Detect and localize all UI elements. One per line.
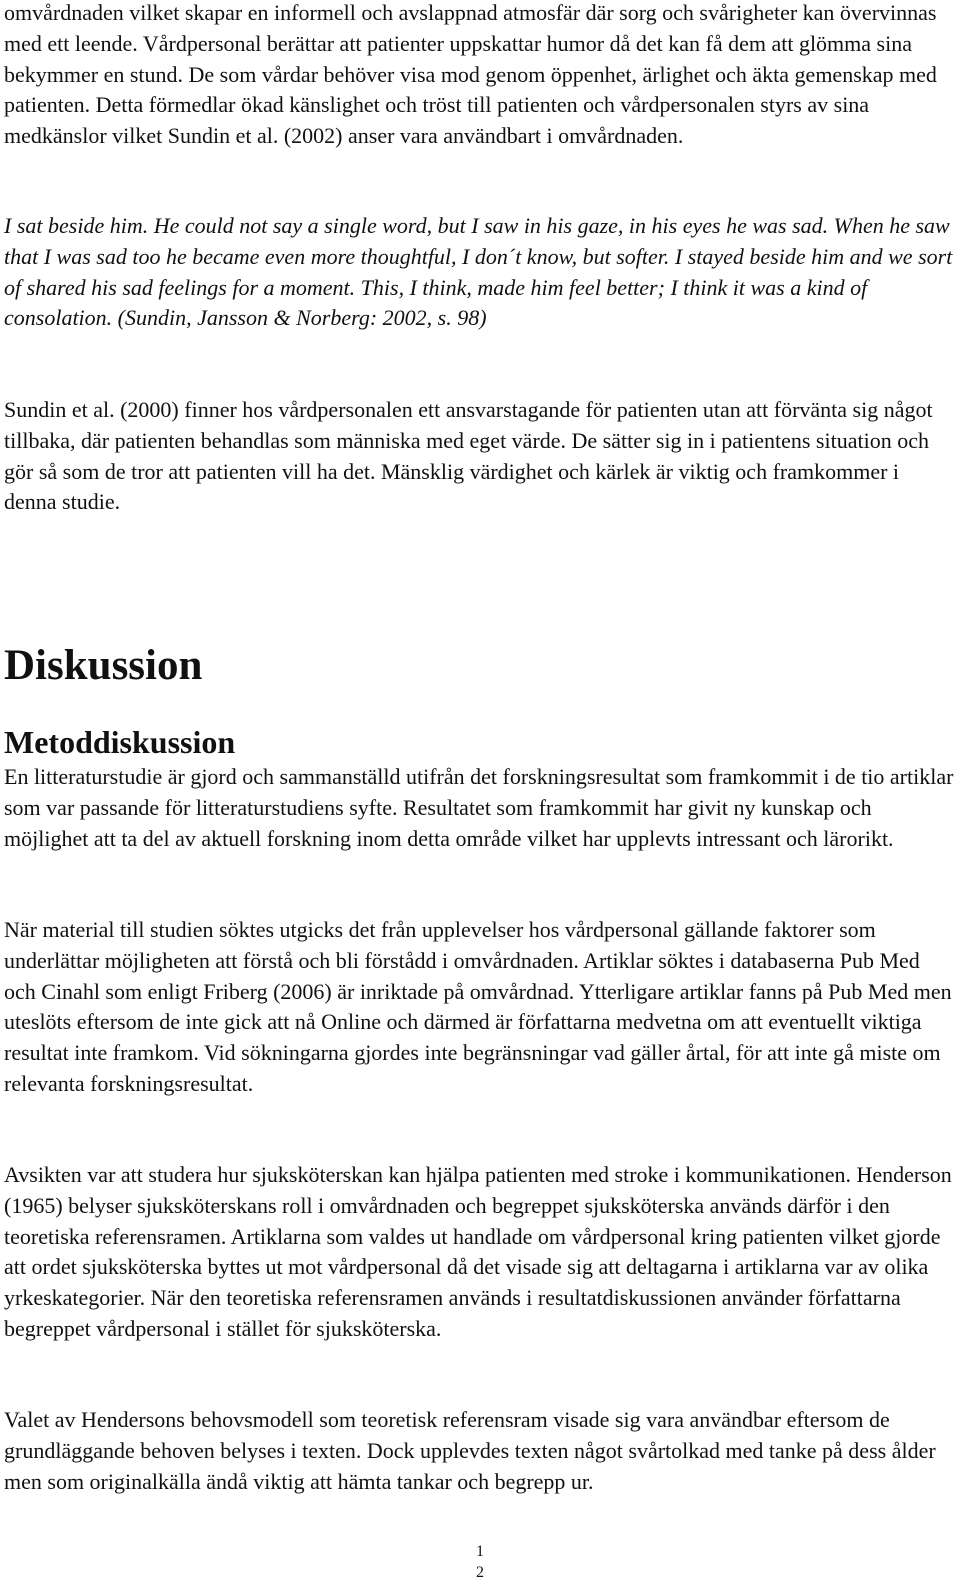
block-quote: I sat beside him. He could not say a single word, but I saw in his gaze, in his eyes he was sad. When he saw that I was sad too he became even more thoughtful, I don´t know, but softer. I stayed beside him and we sort of shared his sad feelings for a moment. This, I think, made him feel better; I think it was a kind of consolation. (Sundin, Jansson & Norberg: 2002, s. 98) xyxy=(4,213,953,331)
section-heading: Diskussion xyxy=(4,642,203,689)
page-number-continued: 2 xyxy=(476,1564,484,1577)
sundin-paragraph: Sundin et al. (2000) finner hos vårdpersonalen ett ansvarstagande för patienten utan att förvänta sig något tillbaka, där patienten behandlas som människa med eget värde. De sätter sig in i patientens situation och gör så som de tror att patienten vill ha det. Mänsklig värdighet och kärlek är viktig och framkommer i denna studie. xyxy=(4,397,933,515)
subsection-heading: Metoddiskussion xyxy=(4,724,236,760)
method-paragraph-2: När material till studien söktes utgicks det från upplevelser hos vårdpersonal gällande faktorer som underlättar möjligheten att förstå och bli förstådd i omvårdnaden. Artiklar söktes i databaserna Pub Med och Cinahl som enligt Friberg (2006) är inriktade på omvårdnad. Ytterligare artiklar fanns på Pub Med men uteslöts eftersom de inte gick att nå Online och därmed är författarna medvetna om att eventuellt viktiga resultat inte framkom. Vid sökningarna gjordes inte begränsningar vad gäller årtal, för att inte gå miste om relevanta forskningsresultat. xyxy=(4,917,952,1096)
method-paragraph-1: En litteraturstudie är gjord och sammanställd utifrån det forskningsresultat som framkommit i de tio artiklar som var passande för litteraturstudiens syfte. Resultatet som framkommit har givit ny kunskap och möjlighet att ta del av aktuell forskning inom detta område vilket har upplevts intressant och lärorikt. xyxy=(4,764,954,851)
method-paragraph-3: Avsikten var att studera hur sjuksköterskan kan hjälpa patienten med stroke i kommunikationen. Henderson (1965) belyser sjuksköterskans roll i omvårdnaden och begreppet sjuksköterska används därför i den teoretiska referensramen. Artiklarna som valdes ut handlade om vårdpersonal kring patienten vilket gjorde att ordet sjuksköterska byttes ut mot vårdpersonal då det visade sig att deltagarna i artiklarna var av olika yrkeskategorier. När den teoretiska referensramen används i resultatdiskussionen använder författarna begreppet vårdpersonal i stället för sjuksköterska. xyxy=(4,1162,952,1341)
page-number: 1 xyxy=(476,1543,484,1560)
method-paragraph-4: Valet av Hendersons behovsmodell som teoretisk referensram visade sig vara användbar eftersom de grundläggande behoven belyses i texten. Dock upplevdes texten något svårtolkad med tanke på dess ålder men som originalkälla ändå viktig att hämta tankar och begrepp ur. xyxy=(4,1407,936,1494)
intro-paragraph: omvårdnaden vilket skapar en informell och avslappnad atmosfär där sorg och svårigheter kan övervinnas med ett leende. Vårdpersonal berättar att patienter uppskattar humor då det kan få dem att glömma sina bekymmer en stund. De som vårdar behöver visa mod genom öppenhet, ärlighet och äkta gemenskap med patienten. Detta förmedlar ökad känslighet och tröst till patienten och vårdpersonalen styrs av sina medkänslor vilket Sundin et al. (2002) anser vara användbart i omvårdnaden. xyxy=(4,0,937,149)
